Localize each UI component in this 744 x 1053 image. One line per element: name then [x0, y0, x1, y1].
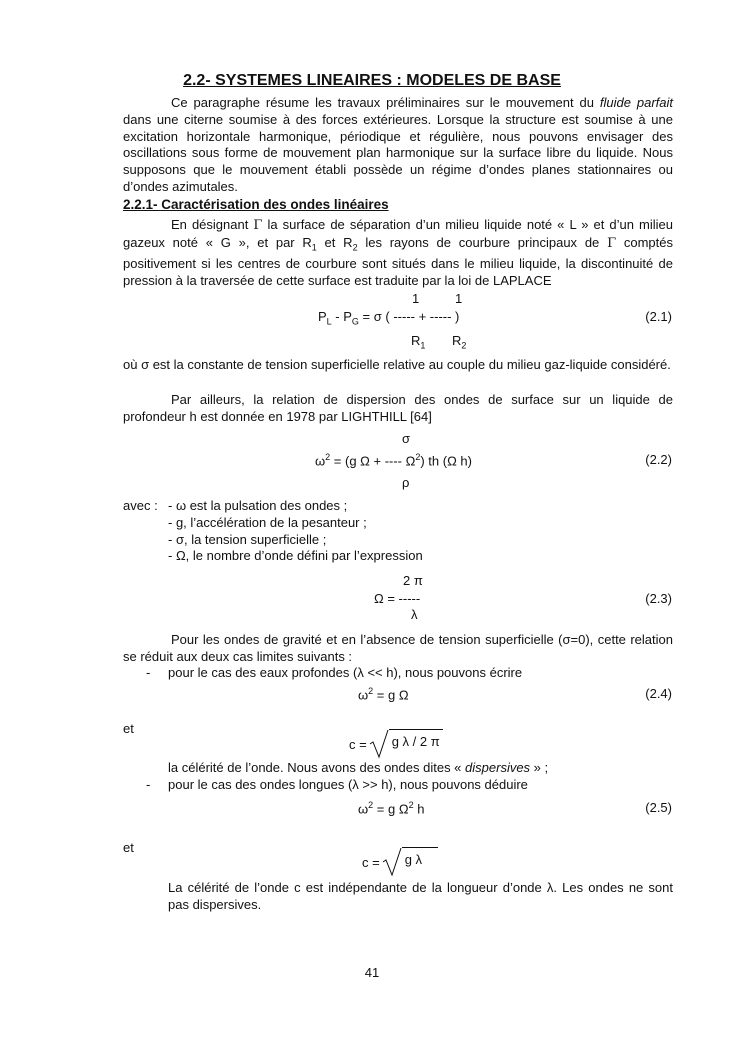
eq21-r1-sub: 1: [420, 340, 426, 351]
eq22-label: (2.2): [645, 452, 672, 467]
eq22-omega: ω: [315, 453, 326, 469]
p1-sub-1: 1: [311, 242, 317, 253]
eq21-line: [318, 309, 459, 327]
eq25-mid: = g Ω: [373, 801, 409, 817]
page-title: 2.2- SYSTEMES LINEAIRES : MODELES DE BASE: [183, 72, 561, 89]
gamma-symbol: Γ: [253, 218, 263, 233]
p1-text-c: et R: [316, 234, 353, 250]
page-number: 41: [364, 965, 380, 980]
radicand-2: g λ: [402, 847, 438, 877]
eq21-sub-g: G: [351, 316, 359, 327]
eq21-sub-l: L: [326, 316, 332, 327]
intro-italic: fluide parfait: [599, 95, 673, 110]
eq22-bottom: ρ: [402, 475, 410, 490]
laplace-paragraph: [123, 217, 673, 290]
radical-symbol-2: [382, 847, 402, 877]
intro-paragraph: [123, 95, 673, 196]
disp-after: » ;: [530, 760, 549, 775]
p1-text-a: En désignant: [171, 217, 254, 232]
radicand-1: g λ / 2 π: [389, 729, 443, 759]
et-label-2: et: [123, 840, 134, 855]
p1-sub-2: 2: [352, 242, 358, 253]
et-label-1: et: [123, 721, 134, 736]
eq21-den2: [452, 333, 466, 351]
eq23-top: 2 π: [403, 573, 423, 588]
avec-label: avec :: [123, 498, 158, 513]
lighthill-paragraph: Par ailleurs, la relation de dispersion des ondes de surface sur un liquide de profondeur h est donnée en 1978 par LIGHTHILL [64]: [123, 392, 673, 424]
eq21-label: (2.1): [645, 309, 672, 324]
eq23-bottom: λ: [411, 607, 418, 622]
intro-text-before: Ce paragraphe résume les travaux préliminaires sur le mouvement du: [171, 95, 600, 110]
sigma-paragraph: où σ est la constante de tension superficielle relative au couple du milieu gaz-liquide considéré.: [123, 357, 671, 372]
avec-item-2: - g, l’accélération de la pesanteur ;: [168, 515, 367, 530]
eq24-omega: ω: [358, 687, 369, 703]
eq21-r2-sub: 2: [461, 340, 467, 351]
eq25-sup-1: 2: [368, 800, 374, 810]
eq22-end: ) th (Ω h): [420, 453, 472, 469]
eq22-mid: = (g Ω + ---- Ω: [330, 453, 416, 469]
disp-before: la célérité de l’onde. Nous avons des ondes dites «: [168, 760, 466, 775]
eq24-line: [358, 686, 409, 702]
avec-item-3: - σ, la tension superficielle ;: [168, 532, 327, 547]
eq21-r2: R: [452, 333, 462, 348]
eq22-sup-2: 2: [415, 452, 421, 462]
eq-c2-lhs: c =: [362, 855, 380, 870]
eq21-r1: R: [411, 333, 421, 348]
gamma-symbol-2: Γ: [607, 235, 617, 251]
sqrt-sign-2: [382, 847, 438, 877]
case1-text: pour le cas des eaux profondes (λ << h), nous pouvons écrire: [168, 665, 523, 680]
section-heading: 2.2.1- Caractérisation des ondes linéaires: [123, 197, 389, 212]
sqrt-sign-1: [369, 729, 443, 759]
eq21-num2: 1: [455, 291, 463, 306]
eq21-p: P: [318, 309, 327, 324]
eq25-sup-2: 2: [408, 800, 414, 810]
eq23-label: (2.3): [645, 591, 672, 606]
eq21-den1: [411, 333, 425, 351]
eq21-minus: - P: [331, 309, 352, 324]
celerity-equation-2: [362, 847, 438, 877]
final-paragraph: La célérité de l’onde c est indépendante de la longueur d’onde λ. Les ondes ne sont pas dispersives.: [168, 880, 673, 912]
eq25-line: [358, 800, 424, 816]
p1-text-d: les rayons de courbure principaux de: [357, 234, 608, 250]
intro-text-after: dans une citerne soumise à des forces extérieures. Lorsque la structure est soumise à une excitation horizontale harmonique, périodique et régulière, nous pouvons envisager des oscillations sous forme de mouvement plan harmonique sur la surface libre du liquide. Nous supposons que le mouvement établi possède un régime d’ondes planes stationnaires ou d’ondes azimutales.: [123, 111, 673, 194]
eq23-line: Ω = -----: [374, 591, 421, 606]
avec-item-4: - Ω, le nombre d’onde défini par l’expression: [168, 548, 423, 563]
eq-c1-lhs: c =: [349, 737, 367, 752]
celerity-equation-1: [349, 729, 443, 759]
eq24-label: (2.4): [645, 686, 672, 701]
gravity-paragraph: Pour les ondes de gravité et en l’absence de tension superficielle (σ=0), cette relation se réduit aux deux cas limites suivants :: [123, 632, 673, 664]
dispersive-line: [168, 760, 548, 775]
case2-dash: -: [146, 777, 151, 792]
eq25-end: h: [413, 801, 425, 817]
eq25-omega: ω: [358, 801, 369, 817]
disp-italic: dispersives: [465, 760, 531, 775]
eq21-num1: 1: [412, 291, 420, 306]
case2-text: pour le cas des ondes longues (λ >> h), nous pouvons déduire: [168, 777, 528, 792]
avec-item-1: - ω est la pulsation des ondes ;: [168, 498, 348, 513]
eq22-top: σ: [402, 431, 411, 446]
radical-symbol: [369, 729, 389, 759]
eq24-sup: 2: [368, 686, 374, 696]
p1-text-b: la surface de séparation d’un milieu liquide noté « L » et d’un milieu gazeux noté « G », et par R: [123, 217, 674, 250]
case1-dash: -: [146, 665, 151, 680]
eq22-sup-1: 2: [325, 452, 331, 462]
eq22-line: [315, 452, 472, 468]
eq25-label: (2.5): [645, 800, 672, 815]
eq21-rhs: = σ ( ----- + ----- ): [358, 309, 460, 324]
p1-text-e: comptés positivement si les centres de courbure sont situés dans le milieu liquide, la discontinuité de pression à la traversée de cette surface est traduite par la loi de LAPLACE: [123, 234, 673, 288]
eq24-rhs: = g Ω: [373, 687, 409, 703]
